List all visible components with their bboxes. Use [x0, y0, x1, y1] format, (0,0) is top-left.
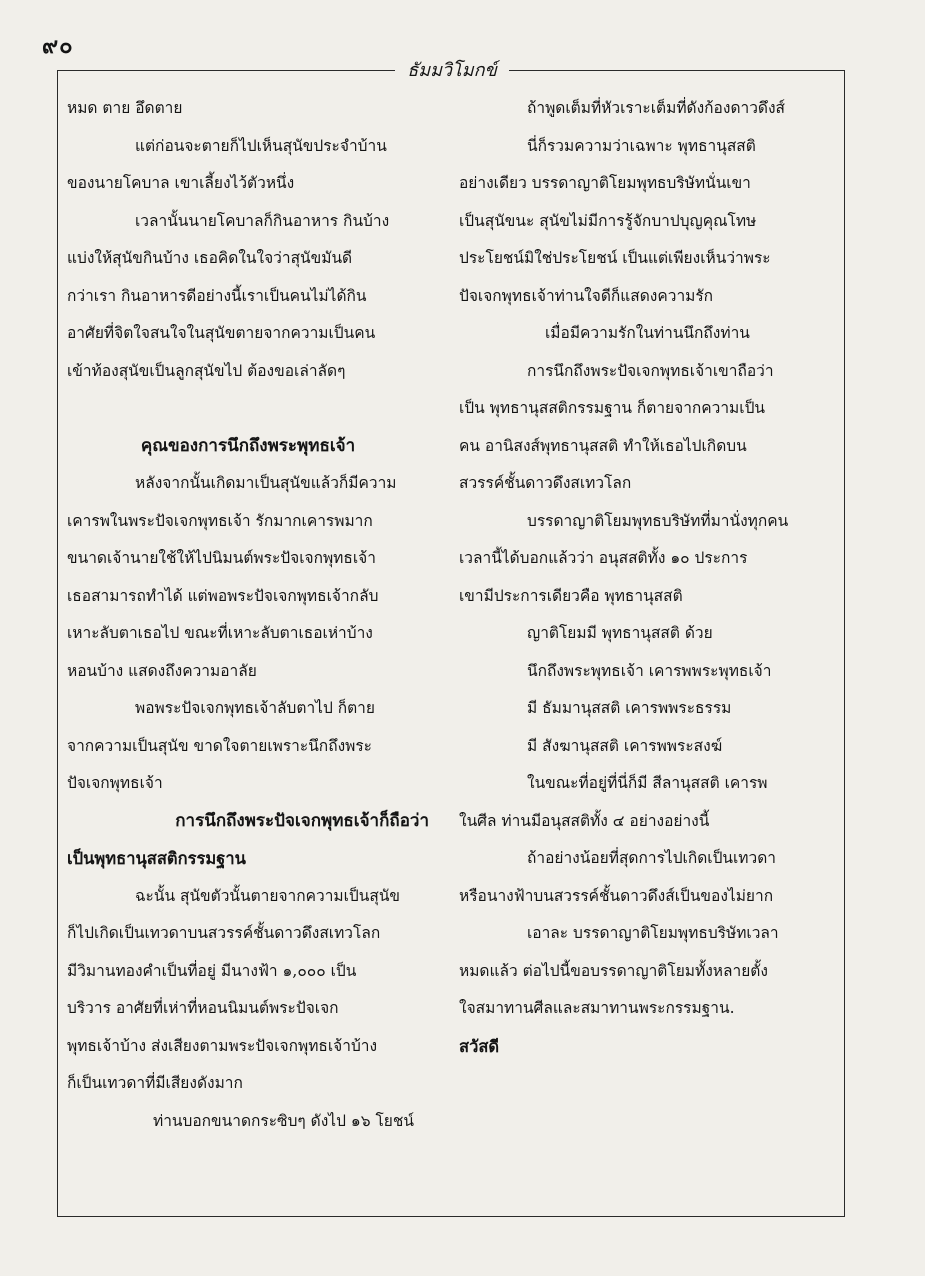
left-column-text-line: แบ่งให้สุนัขกินบ้าง เธอคิดในใจว่าสุนัขมันดี — [67, 249, 353, 267]
left-column-text-line: ก็เป็นเทวดาที่มีเสียงดังมาก — [67, 1074, 243, 1092]
left-column-text-line: ของนายโคบาล เขาเลี้ยงไว้ตัวหนึ่ง — [67, 174, 295, 192]
right-column-text-line: นี่ก็รวมความว่าเฉพาะ พุทธานุสสติ — [527, 136, 756, 155]
right-column-text-line: การนึกถึงพระปัจเจกพุทธเจ้าเขาถือว่า — [527, 361, 774, 380]
right-column-text-line: ในศีล ท่านมีอนุสสติทั้ง ๔ อย่างอย่างนี้ — [459, 811, 710, 830]
right-column-text-line: ในขณะที่อยู่ที่นี่ก็มี สีลานุสสติ เคารพ — [527, 774, 768, 792]
right-column-text-line: หมดแล้ว ต่อไปนี้ขอบรรดาญาติโยมทั้งหลายตั้ง — [459, 961, 768, 980]
right-column-text-line: มี ธัมมานุสสติ เคารพพระธรรม — [527, 699, 732, 717]
left-column-text-line: เข้าท้องสุนัขเป็นลูกสุนัขไป ต้องขอเล่าลัดๆ — [67, 361, 346, 380]
left-column-text-line: เธอสามารถทำได้ แต่พอพระปัจเจกพุทธเจ้ากลับ — [67, 586, 379, 605]
left-column-text-line: ท่านบอกขนาดกระซิบๆ ดังไป ๑๖ โยชน์ — [153, 1111, 414, 1130]
right-column-text-line: ถ้าพูดเต็มที่หัวเราะเต็มที่ดังก้องดาวดึงส์ — [527, 99, 786, 117]
right-column-text-line: ใจสมาทานศีลและสมาทานพระกรรมฐาน. — [459, 999, 735, 1017]
right-column-text-line: อย่างเดียว บรรดาญาติโยมพุทธบริษัทนั่นเขา — [459, 174, 751, 192]
page-number: ๙๐ — [42, 33, 74, 59]
left-column-text-line: จากความเป็นสุนัข ขาดใจตายเพราะนึกถึงพระ — [67, 736, 373, 755]
right-column-text-line: ปัจเจกพุทธเจ้าท่านใจดีก็แสดงความรัก — [459, 286, 714, 305]
right-column-text-line: เป็น พุทธานุสสติกรรมฐาน ก็ตายจากความเป็น — [459, 399, 766, 417]
running-header-title: ธัมมวิโมกข์ — [407, 60, 497, 81]
right-column-text-line: เมื่อมีความรักในท่านนึกถึงท่าน — [545, 324, 750, 342]
right-column-text-line: สวัสดี — [459, 1036, 500, 1056]
left-column-text-line: พุทธเจ้าบ้าง ส่งเสียงตามพระปัจเจกพุทธเจ้าบ้าง — [67, 1036, 378, 1055]
right-column-text-line: เอาละ บรรดาญาติโยมพุทธบริษัทเวลา — [527, 924, 779, 942]
left-column-text-line: มีวิมานทองคำเป็นที่อยู่ มีนางฟ้า ๑,๐๐๐ เป็น — [67, 961, 357, 980]
right-column-text-line: บรรดาญาติโยมพุทธบริษัทที่มานั่งทุกคน — [527, 511, 789, 530]
right-column-text-line: ประโยชน์มิใช่ประโยชน์ เป็นแต่เพียงเห็นว่าพระ — [459, 249, 771, 267]
left-column-text-line: หมด ตาย อึดตาย — [67, 99, 183, 117]
right-column-text-line: เวลานี้ได้บอกแล้วว่า อนุสสติทั้ง ๑๐ ประการ — [459, 549, 748, 567]
left-column-text-line: ก็ไปเกิดเป็นเทวดาบนสวรรค์ชั้นดาวดึงสเทวโลก — [67, 924, 381, 942]
left-column-text-line: บริวาร อาศัยที่เห่าที่หอนนิมนต์พระปัจเจก — [67, 999, 339, 1017]
right-column-text-line: สวรรค์ชั้นดาวดึงสเทวโลก — [459, 474, 632, 492]
frame-top-rule-left — [57, 70, 395, 71]
right-column-text-line: คน อานิสงส์พุทธานุสสติ ทำให้เธอไปเกิดบน — [459, 436, 747, 455]
right-column-text-line: นึกถึงพระพุทธเจ้า เคารพพระพุทธเจ้า — [527, 661, 772, 680]
frame-top-rule-right — [509, 70, 845, 71]
left-column-text-line: เคารพในพระปัจเจกพุทธเจ้า รักมากเคารพมาก — [67, 511, 373, 530]
right-column-text-line: ญาติโยมมี พุทธานุสสติ ด้วย — [527, 624, 713, 642]
section-heading: การนึกถึงพระปัจเจกพุทธเจ้าก็ถือว่า — [175, 810, 429, 831]
right-text-column — [459, 90, 825, 1065]
section-heading: คุณของการนึกถึงพระพุทธเจ้า — [140, 435, 356, 456]
left-column-text-line: แต่ก่อนจะตายก็ไปเห็นสุนัขประจำบ้าน — [135, 136, 387, 155]
left-column-text-line: กว่าเรา กินอาหารดีอย่างนี้เราเป็นคนไม่ได้กิน — [67, 286, 367, 305]
right-column-text-line: หรือนางฟ้าบนสวรรค์ชั้นดาวดึงส์เป็นของไม่ยาก — [459, 886, 774, 905]
left-column-text-line: หลังจากนั้นเกิดมาเป็นสุนัขแล้วก็มีความ — [135, 474, 397, 492]
right-column-text-line: ถ้าอย่างน้อยที่สุดการไปเกิดเป็นเทวดา — [527, 849, 776, 867]
left-column-text-line: เวลานั้นนายโคบาลก็กินอาหาร กินบ้าง — [135, 211, 390, 230]
left-column-text-line: เหาะลับตาเธอไป ขณะที่เหาะลับตาเธอเห่าบ้าง — [67, 624, 373, 642]
right-column-text-line: เขามีประการเดียวคือ พุทธานุสสติ — [459, 586, 683, 605]
right-column-text-line: มี สังฆานุสสติ เคารพพระสงฆ์ — [527, 736, 723, 755]
right-column-text-line: เป็นสุนัขนะ สุนัขไม่มีการรู้จักบาปบุญคุณโทษ — [459, 211, 757, 230]
left-text-column — [67, 90, 429, 1140]
left-column-text-line: หอนบ้าง แสดงถึงความอาลัย — [67, 661, 257, 680]
paragraph-gap — [67, 390, 429, 428]
left-column-text-line: พอพระปัจเจกพุทธเจ้าลับตาไป ก็ตาย — [135, 699, 375, 717]
left-column-text-line: ปัจเจกพุทธเจ้า — [67, 774, 163, 792]
left-column-text-line: ขนาดเจ้านายใช้ให้ไปนิมนต์พระปัจเจกพุทธเจ้า — [67, 549, 376, 567]
left-column-text-line: ฉะนั้น สุนัขตัวนั้นตายจากความเป็นสุนัข — [135, 886, 401, 905]
left-column-text-line: เป็นพุทธานุสสติกรรมฐาน — [67, 849, 246, 868]
left-column-text-line: อาศัยที่จิตใจสนใจในสุนัขตายจากความเป็นคน — [67, 324, 376, 342]
